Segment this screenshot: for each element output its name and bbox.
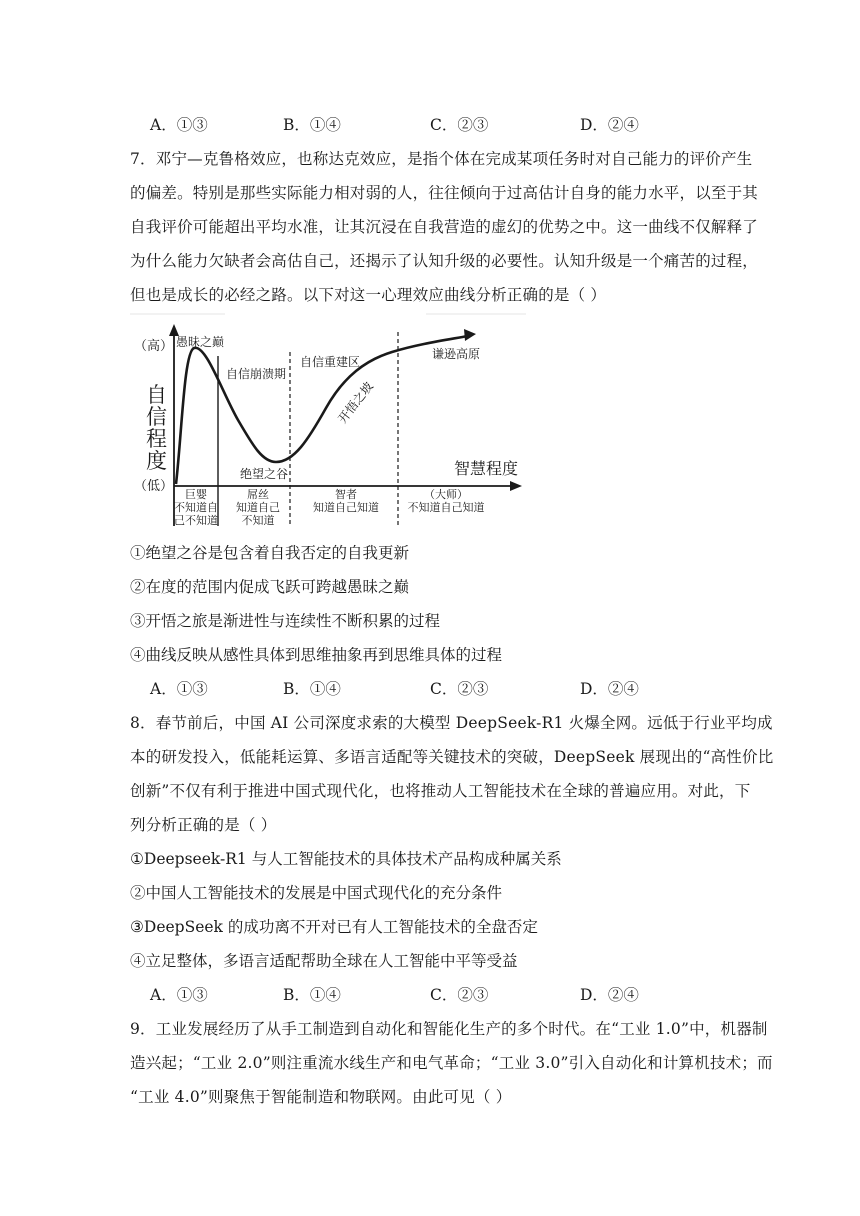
plateau-label: 谦逊高原 [432,347,481,361]
q8-options [150,983,790,1005]
q6-option-d: D．②④ [580,116,639,134]
stage-label: 不知道自己知道 [407,501,485,514]
q7-stem-line: 的偏差。特别是那些实际能力相对弱的人，往往倾向于过高估计自身的能力水平，以至于其 [130,184,759,202]
q6-option-a: A．①③ [150,116,208,134]
q7-statement: ③开悟之旅是渐进性与连续性不断积累的过程 [130,612,441,630]
stage-label: （大师） [424,488,468,501]
q9-stem-line: “工业 4.0”则聚焦于智能制造和物联网。由此可见（ ） [130,1088,512,1106]
q8-option-d: D．②④ [580,986,639,1004]
q8-stem-line: 本的研发投入，低能耗运算、多语言适配等关键技术的突破，DeepSeek 展现出的“高性价比 [130,748,774,766]
dunning-kruger-figure [130,312,530,530]
q7-option-b: B．①④ [283,680,341,698]
stage-label: 不知道自 [174,501,218,514]
q7-statement: ④曲线反映从感性具体到思维抽象再到思维具体的过程 [130,646,503,664]
peak-label: 愚昧之巅 [176,335,225,349]
stage-label: 智者 [335,488,357,501]
stage-label: 己不知道 [174,514,218,527]
stage-label: 知道自己知道 [313,501,379,514]
stage-label: 不知道 [241,514,275,527]
x-axis-arrow [510,481,522,491]
q8-statement: ③DeepSeek 的成功离不开对已有人工智能技术的全盘否定 [130,918,538,936]
q9-stem-line: 造兴起；“工业 2.0”则注重流水线生产和电气革命；“工业 3.0”引入自动化和计算机技术；而 [130,1054,773,1072]
y-high-label: （高） [134,339,174,354]
x-axis-label: 智慧程度 [454,459,519,478]
stage-label: 巨婴 [185,488,207,501]
q8-option-a: A．①③ [150,986,208,1004]
valley-label: 绝望之谷 [240,467,289,481]
q8-statement: ④立足整体，多语言适配帮助全球在人工智能中平等受益 [130,952,518,970]
q7-stem-line: 但也是成长的必经之路。以下对这一心理效应曲线分析正确的是（ ） [130,286,607,304]
q7-statement: ②在度的范围内促成飞跃可跨越愚昧之巅 [130,578,410,596]
q7-option-c: C．②③ [430,680,489,698]
q9-stem-line: 9．工业发展经历了从手工制造到自动化和智能化生产的多个时代。在“工业 1.0”中，机器制 [130,1020,768,1038]
q7-option-a: A．①③ [150,680,208,698]
q6-options [150,113,790,135]
q7-statement: ①绝望之谷是包含着自我否定的自我更新 [130,544,410,562]
q8-option-b: B．①④ [283,986,341,1004]
q6-option-c: C．②③ [430,116,489,134]
q7-option-d: D．②④ [580,680,639,698]
q8-stem-line: 创新”不仅有利于推进中国式现代化，也将推动人工智能技术在全球的普遍应用。对此，下 [130,782,751,800]
y-label-char: 信 [146,405,167,429]
q7-stem-line: 为什么能力欠缺者会高估自己，还揭示了认知升级的必要性。认知升级是一个痛苦的过程， [130,252,759,270]
curve-arrow [464,329,476,341]
y-label-char: 自 [146,383,167,407]
q7-options [150,677,790,699]
stage-label: 知道自己 [236,501,280,514]
y-low-label: （低） [134,479,174,494]
q8-statement: ②中国人工智能技术的发展是中国式现代化的充分条件 [130,884,503,902]
zone2-label: 自信重建区 [300,355,361,369]
q8-stem-line: 8．春节前后，中国 AI 公司深度求索的大模型 DeepSeek-R1 火爆全网。远低于行业平均成 [130,714,773,732]
y-label-char: 度 [146,449,167,473]
q8-stem-line: 列分析正确的是（ ） [130,816,277,834]
stage-label: 屌丝 [247,488,269,501]
zone1-label: 自信崩溃期 [226,367,287,381]
q7-stem-line: 7．邓宁—克鲁格效应，也称达克效应，是指个体在完成某项任务时对自己能力的评价产生 [130,150,753,168]
y-label-char: 程 [146,427,167,451]
q6-option-b: B．①④ [283,116,341,134]
q8-option-c: C．②③ [430,986,489,1004]
q8-statement: ①Deepseek-R1 与人工智能技术的具体技术产品构成种属关系 [130,850,562,868]
q7-stem-line: 自我评价可能超出平均水准，让其沉浸在自我营造的虚幻的优势之中。这一曲线不仅解释了 [130,218,759,236]
slope-label: 开悟之坡 [335,379,376,426]
